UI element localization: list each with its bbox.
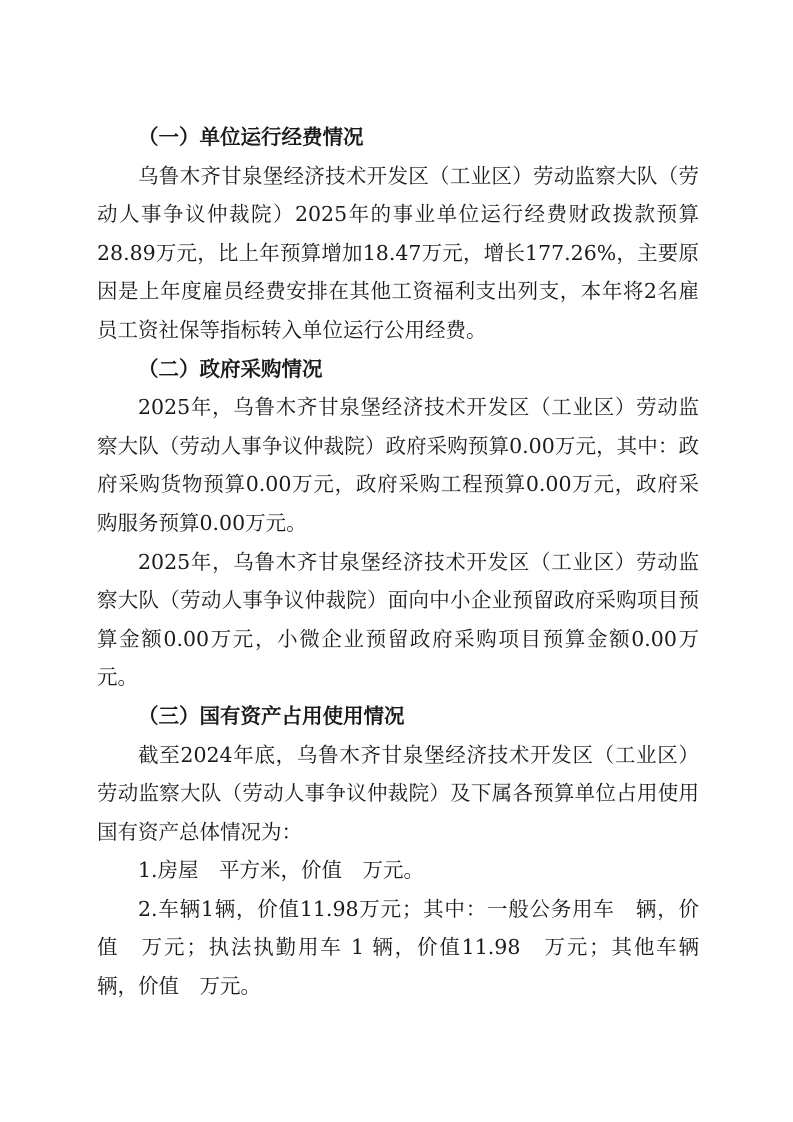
section-heading-operating-expenses: （一）单位运行经费情况 (138, 125, 364, 149)
operating-expenses-paragraph: 乌鲁木齐甘泉堡经济技术开发区（工业区）劳动监察大队（劳动人事争议仲裁院）2025年的事业单位运行经费财政拨款预算28.89万元，比上年预算增加18.47万元，增长177.26%，主要原因是上年度雇员经费安排在其他工资福利支出列支，本年将2名雇员工资社保等指标转入单位运行公用经费。 (97, 163, 699, 342)
state-assets-item-vehicles: 2.车辆1辆，价值11.98万元；其中：一般公务用车 辆，价值 万元；执法执勤用车 1 辆，价值11.98 万元；其他车辆 辆，价值 万元。 (97, 896, 720, 999)
section-heading-state-assets: （三）国有资产占用使用情况 (138, 703, 405, 728)
state-assets-paragraph: 截至2024年底，乌鲁木齐甘泉堡经济技术开发区（工业区）劳动监察大队（劳动人事争议仲裁院）及下属各预算单位占用使用国有资产总体情况为： (97, 742, 699, 844)
section-heading-procurement: （二）政府采购情况 (138, 356, 323, 381)
procurement-paragraph-1: 2025年，乌鲁木齐甘泉堡经济技术开发区（工业区）劳动监察大队（劳动人事争议仲裁院）政府采购预算0.00万元，其中：政府采购货物预算0.00万元，政府采购工程预算0.00万元，政府采购服务预算0.00万元。 (97, 395, 699, 535)
state-assets-item-housing: 1.房屋 平方米，价值 万元。 (138, 858, 425, 883)
document-body (97, 118, 720, 1006)
procurement-paragraph-2: 2025年，乌鲁木齐甘泉堡经济技术开发区（工业区）劳动监察大队（劳动人事争议仲裁院）面向中小企业预留政府采购项目预算金额0.00万元，小微企业预留政府采购项目预算金额0.00万元。 (97, 549, 699, 690)
